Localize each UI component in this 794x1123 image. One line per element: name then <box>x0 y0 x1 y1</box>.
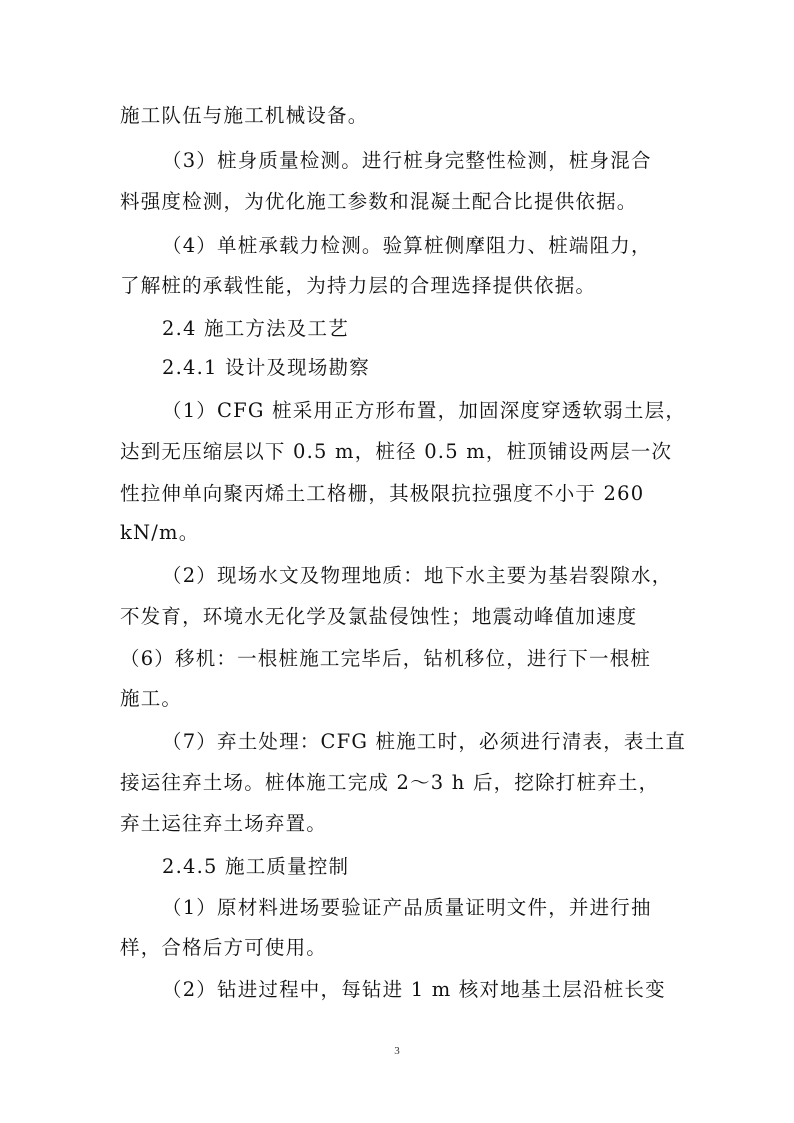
text-line: 施工队伍与施工机械设备。 <box>120 104 369 127</box>
text-line: 达到无压缩层以下 0.5 m，桩径 0.5 m，桩顶铺设两层一次 <box>120 440 673 463</box>
text-line: （1）原材料进场要验证产品质量证明文件，并进行抽 <box>162 896 652 919</box>
text-line: 不发育，环境水无化学及氯盐侵蚀性；地震动峰值加速度 <box>120 605 638 628</box>
text-line: （2）钻进过程中，每钻进 1 m 核对地基土层沿桩长变 <box>162 978 666 1001</box>
text-line: （6）移机：一根桩施工完毕后，钻机移位，进行下一根桩 <box>120 647 652 670</box>
text-line: 接运往弃土场。桩体施工完成 2～3 h 后，挖除打桩弃土， <box>120 771 660 794</box>
page-number: 3 <box>394 1045 400 1057</box>
text-line: 施工。 <box>120 687 183 710</box>
text-line: （3）桩身质量检测。进行桩身完整性检测，桩身混合 <box>162 149 652 172</box>
text-line: 弃土运往弃土场弃置。 <box>120 812 328 835</box>
text-line: 性拉伸单向聚丙烯土工格栅，其极限抗拉强度不小于 260 <box>120 482 645 505</box>
text-line: 了解桩的承载性能，为持力层的合理选择提供依据。 <box>120 274 597 297</box>
section-heading: 2.4.1 设计及现场勘察 <box>162 356 370 379</box>
text-line: kN/m。 <box>120 521 200 544</box>
section-heading: 2.4 施工方法及工艺 <box>162 317 349 340</box>
text-line: 样，合格后方可使用。 <box>120 936 328 959</box>
section-heading: 2.4.5 施工质量控制 <box>162 855 350 878</box>
text-line: （1）CFG 桩采用正方形布置，加固深度穿透软弱土层， <box>162 399 687 422</box>
text-line: （4）单桩承载力检测。验算桩侧摩阻力、桩端阻力， <box>162 234 652 257</box>
text-line: （2）现场水文及物理地质：地下水主要为基岩裂隙水， <box>162 564 673 587</box>
text-line: （7）弃土处理：CFG 桩施工时，必须进行清表，表土直 <box>162 730 687 753</box>
text-line: 料强度检测，为优化施工参数和混凝土配合比提供依据。 <box>120 190 638 213</box>
